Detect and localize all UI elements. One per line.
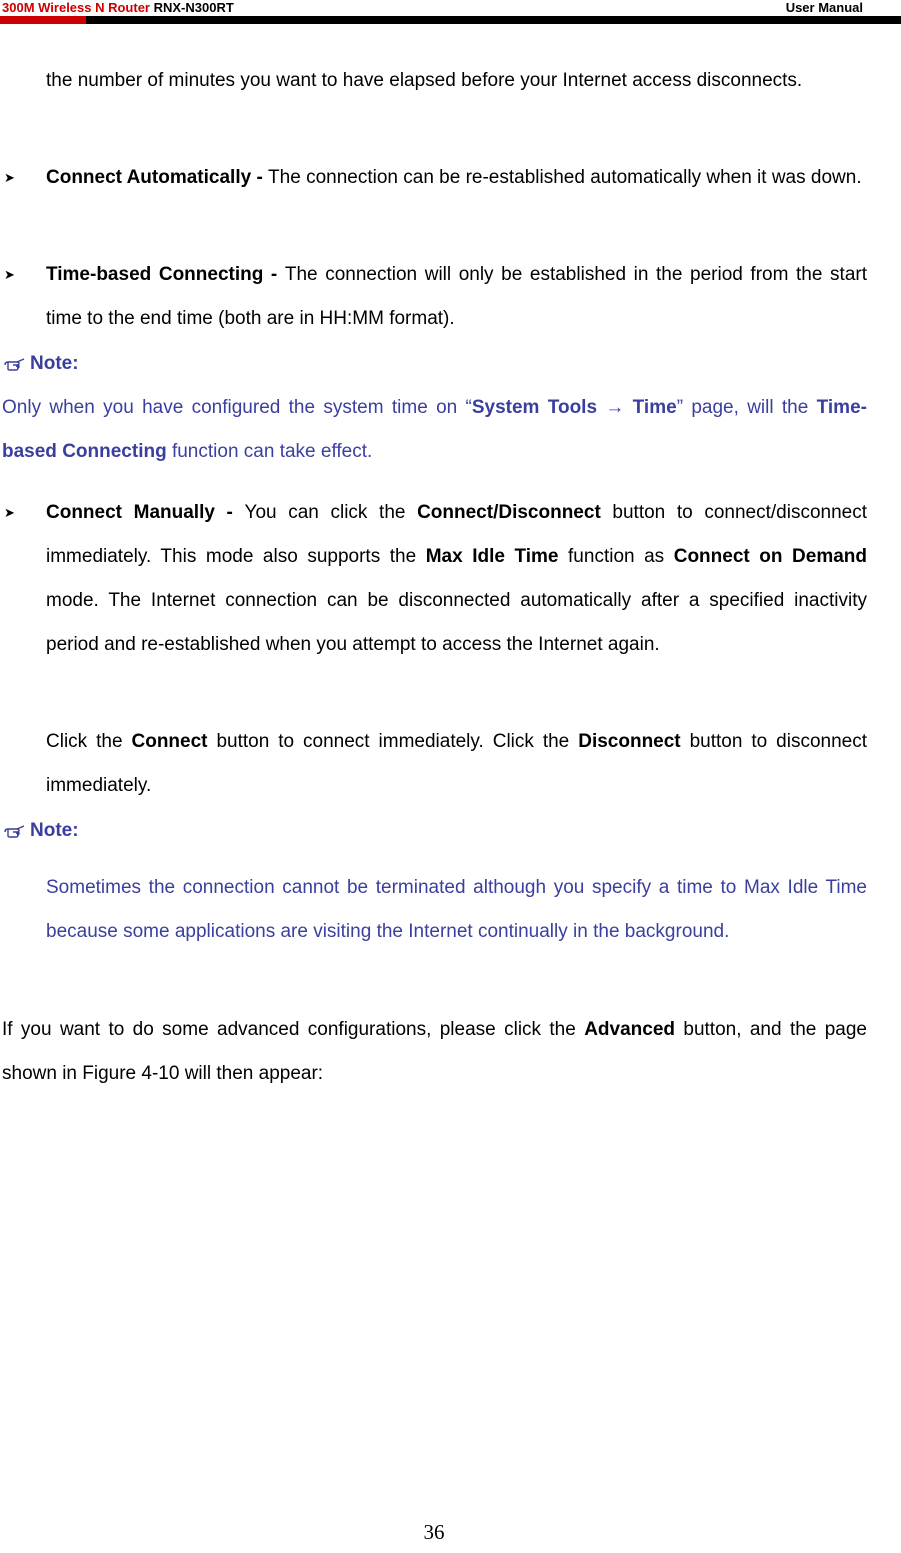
note-heading — [4, 809, 79, 853]
note-label: Note: — [30, 820, 79, 841]
arrowhead-bullet-icon: ➤ — [4, 505, 15, 520]
note-arrow: → — [597, 397, 633, 418]
header-bar-black — [86, 16, 901, 24]
body-text: button to disconnect immediately. — [46, 731, 868, 796]
header-manual-title: User Manual — [785, 0, 863, 15]
connect-manually-term: Connect Manually - — [46, 502, 245, 523]
body-bold: Connect — [131, 731, 208, 752]
note-idle-paragraph: Sometimes the connection cannot be terminated although you specify a time to Max Idle Time because some applications are visiting the Internet continually in the background. — [46, 877, 867, 942]
body-text: Click the — [46, 731, 132, 752]
time-based-term: Time-based Connecting - — [46, 264, 285, 285]
time-based-desc: The connection will only be established in the period from the start time to the end time (both are in HH:MM format). — [46, 264, 867, 329]
body-text: If you want to do some advanced configurations, please click the — [2, 1019, 585, 1040]
note-time-paragraph — [2, 386, 867, 474]
advanced-paragraph — [2, 1008, 867, 1096]
note-bold: System Tools — [471, 397, 598, 418]
note-heading — [4, 342, 79, 386]
body-text: function as — [558, 546, 674, 567]
note-bold: Time — [632, 397, 677, 418]
body-bold: Connect — [417, 502, 494, 523]
header-model: RNX-N300RT — [150, 0, 234, 15]
page-header — [0, 0, 901, 26]
connect-automatically-term: Connect Automatically - — [46, 167, 269, 188]
note-text: Only when you have configured the system time on “ — [2, 397, 472, 418]
body-text: button, and the page shown in Figure 4-10 will then appear: — [2, 1019, 867, 1084]
body-bold: Disconnect — [498, 502, 601, 523]
body-bold: Connect on Demand — [673, 546, 867, 567]
pointing-hand-icon — [4, 824, 26, 838]
click-paragraph — [46, 720, 867, 808]
arrowhead-bullet-icon: ➤ — [4, 267, 15, 282]
note-bold: Time-based Connecting — [2, 397, 867, 462]
header-product — [2, 0, 234, 15]
note-text: function can take effect. — [166, 441, 373, 462]
body-text: button to connect immediately. Click the — [207, 731, 579, 752]
page-number: 36 — [423, 1520, 445, 1544]
pointing-hand-icon — [4, 357, 26, 371]
advanced-button-ref: Advanced — [584, 1019, 676, 1040]
connect-automatically-desc: The connection can be re-established automatically when it was down. — [268, 167, 862, 188]
body-bold: Disconnect — [578, 731, 681, 752]
note-label: Note: — [30, 353, 79, 374]
header-bar-red — [0, 16, 86, 24]
connect-manually-item — [46, 491, 867, 667]
connect-automatically-item — [46, 156, 867, 200]
body-text: button to connect/disconnect immediately. This mode also supports the — [46, 502, 867, 567]
body-bold: Max Idle Time — [425, 546, 559, 567]
arrowhead-bullet-icon: ➤ — [4, 170, 15, 185]
body-text: mode. The Internet connection can be disconnected automatically after a specified inactivity period and re-established when you attempt to access the Internet again. — [46, 590, 867, 655]
intro-paragraph: the number of minutes you want to have elapsed before your Internet access disconnects. — [46, 70, 803, 91]
note-text: ” page, will the — [676, 397, 817, 418]
header-brand: 300M Wireless N Router — [2, 0, 150, 15]
time-based-item — [46, 253, 867, 341]
body-bold: / — [493, 502, 499, 523]
body-text: You can click the — [244, 502, 418, 523]
